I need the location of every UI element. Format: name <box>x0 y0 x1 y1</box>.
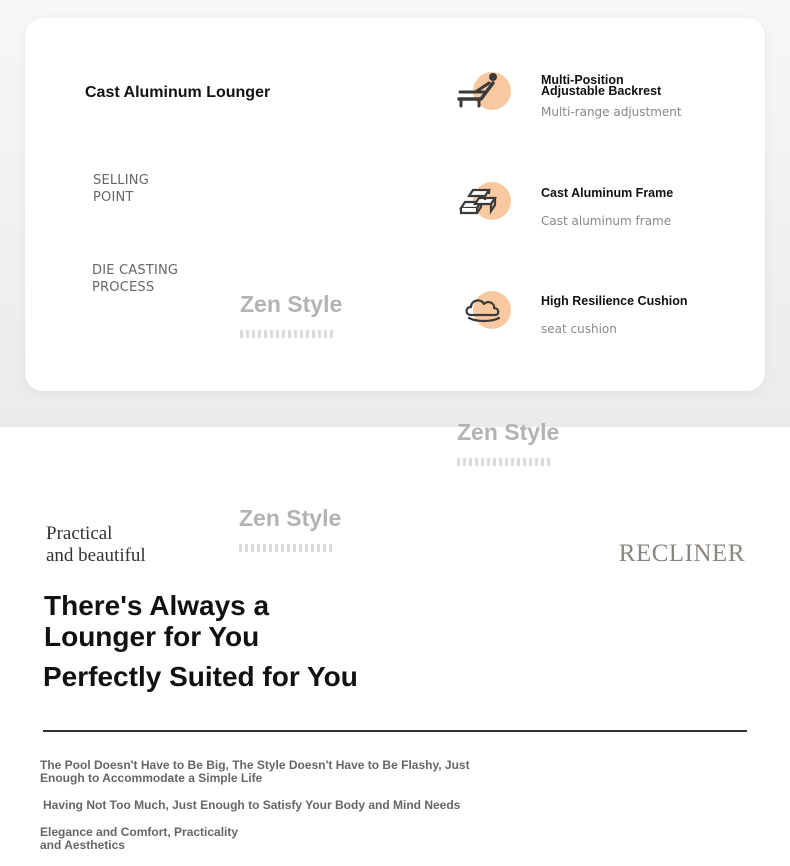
headline-secondary: Perfectly Suited for You <box>43 661 358 692</box>
watermark <box>239 505 341 552</box>
headline-primary: There's Always a Lounger for You <box>44 590 270 652</box>
product-title: Cast Aluminum Lounger <box>85 84 271 101</box>
watermark <box>457 419 559 466</box>
feature-title-line2: Adjustable Backrest <box>541 84 662 98</box>
watermark-text: Zen Style <box>239 505 342 531</box>
practical-tagline: Practical and beautiful <box>46 523 146 566</box>
watermark-subtext <box>239 544 335 552</box>
watermark-subtext <box>457 458 553 466</box>
lounger-icon <box>455 68 515 114</box>
feature-cast-aluminum-frame <box>455 178 735 228</box>
description-paragraph: Having Not Too Much, Just Enough to Satisfy Your Body and Mind Needs <box>43 798 461 812</box>
watermark-subtext <box>240 330 336 338</box>
recliner-label: RECLINER <box>618 540 745 567</box>
feature-subtitle: Multi-range adjustment <box>541 105 682 119</box>
feature-title: High Resilience Cushion <box>541 294 688 308</box>
selling-point-label: SELLING POINT <box>93 173 149 205</box>
feature-high-resilience-cushion <box>455 287 735 337</box>
feature-title: Multi-Position <box>541 73 624 87</box>
cushion-cloud-icon <box>455 287 515 333</box>
die-casting-label: DIE CASTING PROCESS <box>92 263 179 295</box>
feature-adjustable-backrest <box>455 68 735 118</box>
watermark-text: Zen Style <box>457 419 560 445</box>
divider <box>43 730 747 732</box>
feature-subtitle: seat cushion <box>541 322 617 336</box>
watermark <box>240 291 342 338</box>
description-paragraph: The Pool Doesn't Have to Be Big, The Style Doesn't Have to Be Flashy, Just Enough to Accommodate a Simple Life <box>40 758 470 785</box>
feature-subtitle: Cast aluminum frame <box>541 214 672 228</box>
description-paragraph: Elegance and Comfort, Practicality and Aesthetics <box>40 825 239 852</box>
aluminum-ingot-icon <box>455 178 515 224</box>
watermark-text: Zen Style <box>240 291 343 317</box>
feature-title: Cast Aluminum Frame <box>541 186 674 200</box>
